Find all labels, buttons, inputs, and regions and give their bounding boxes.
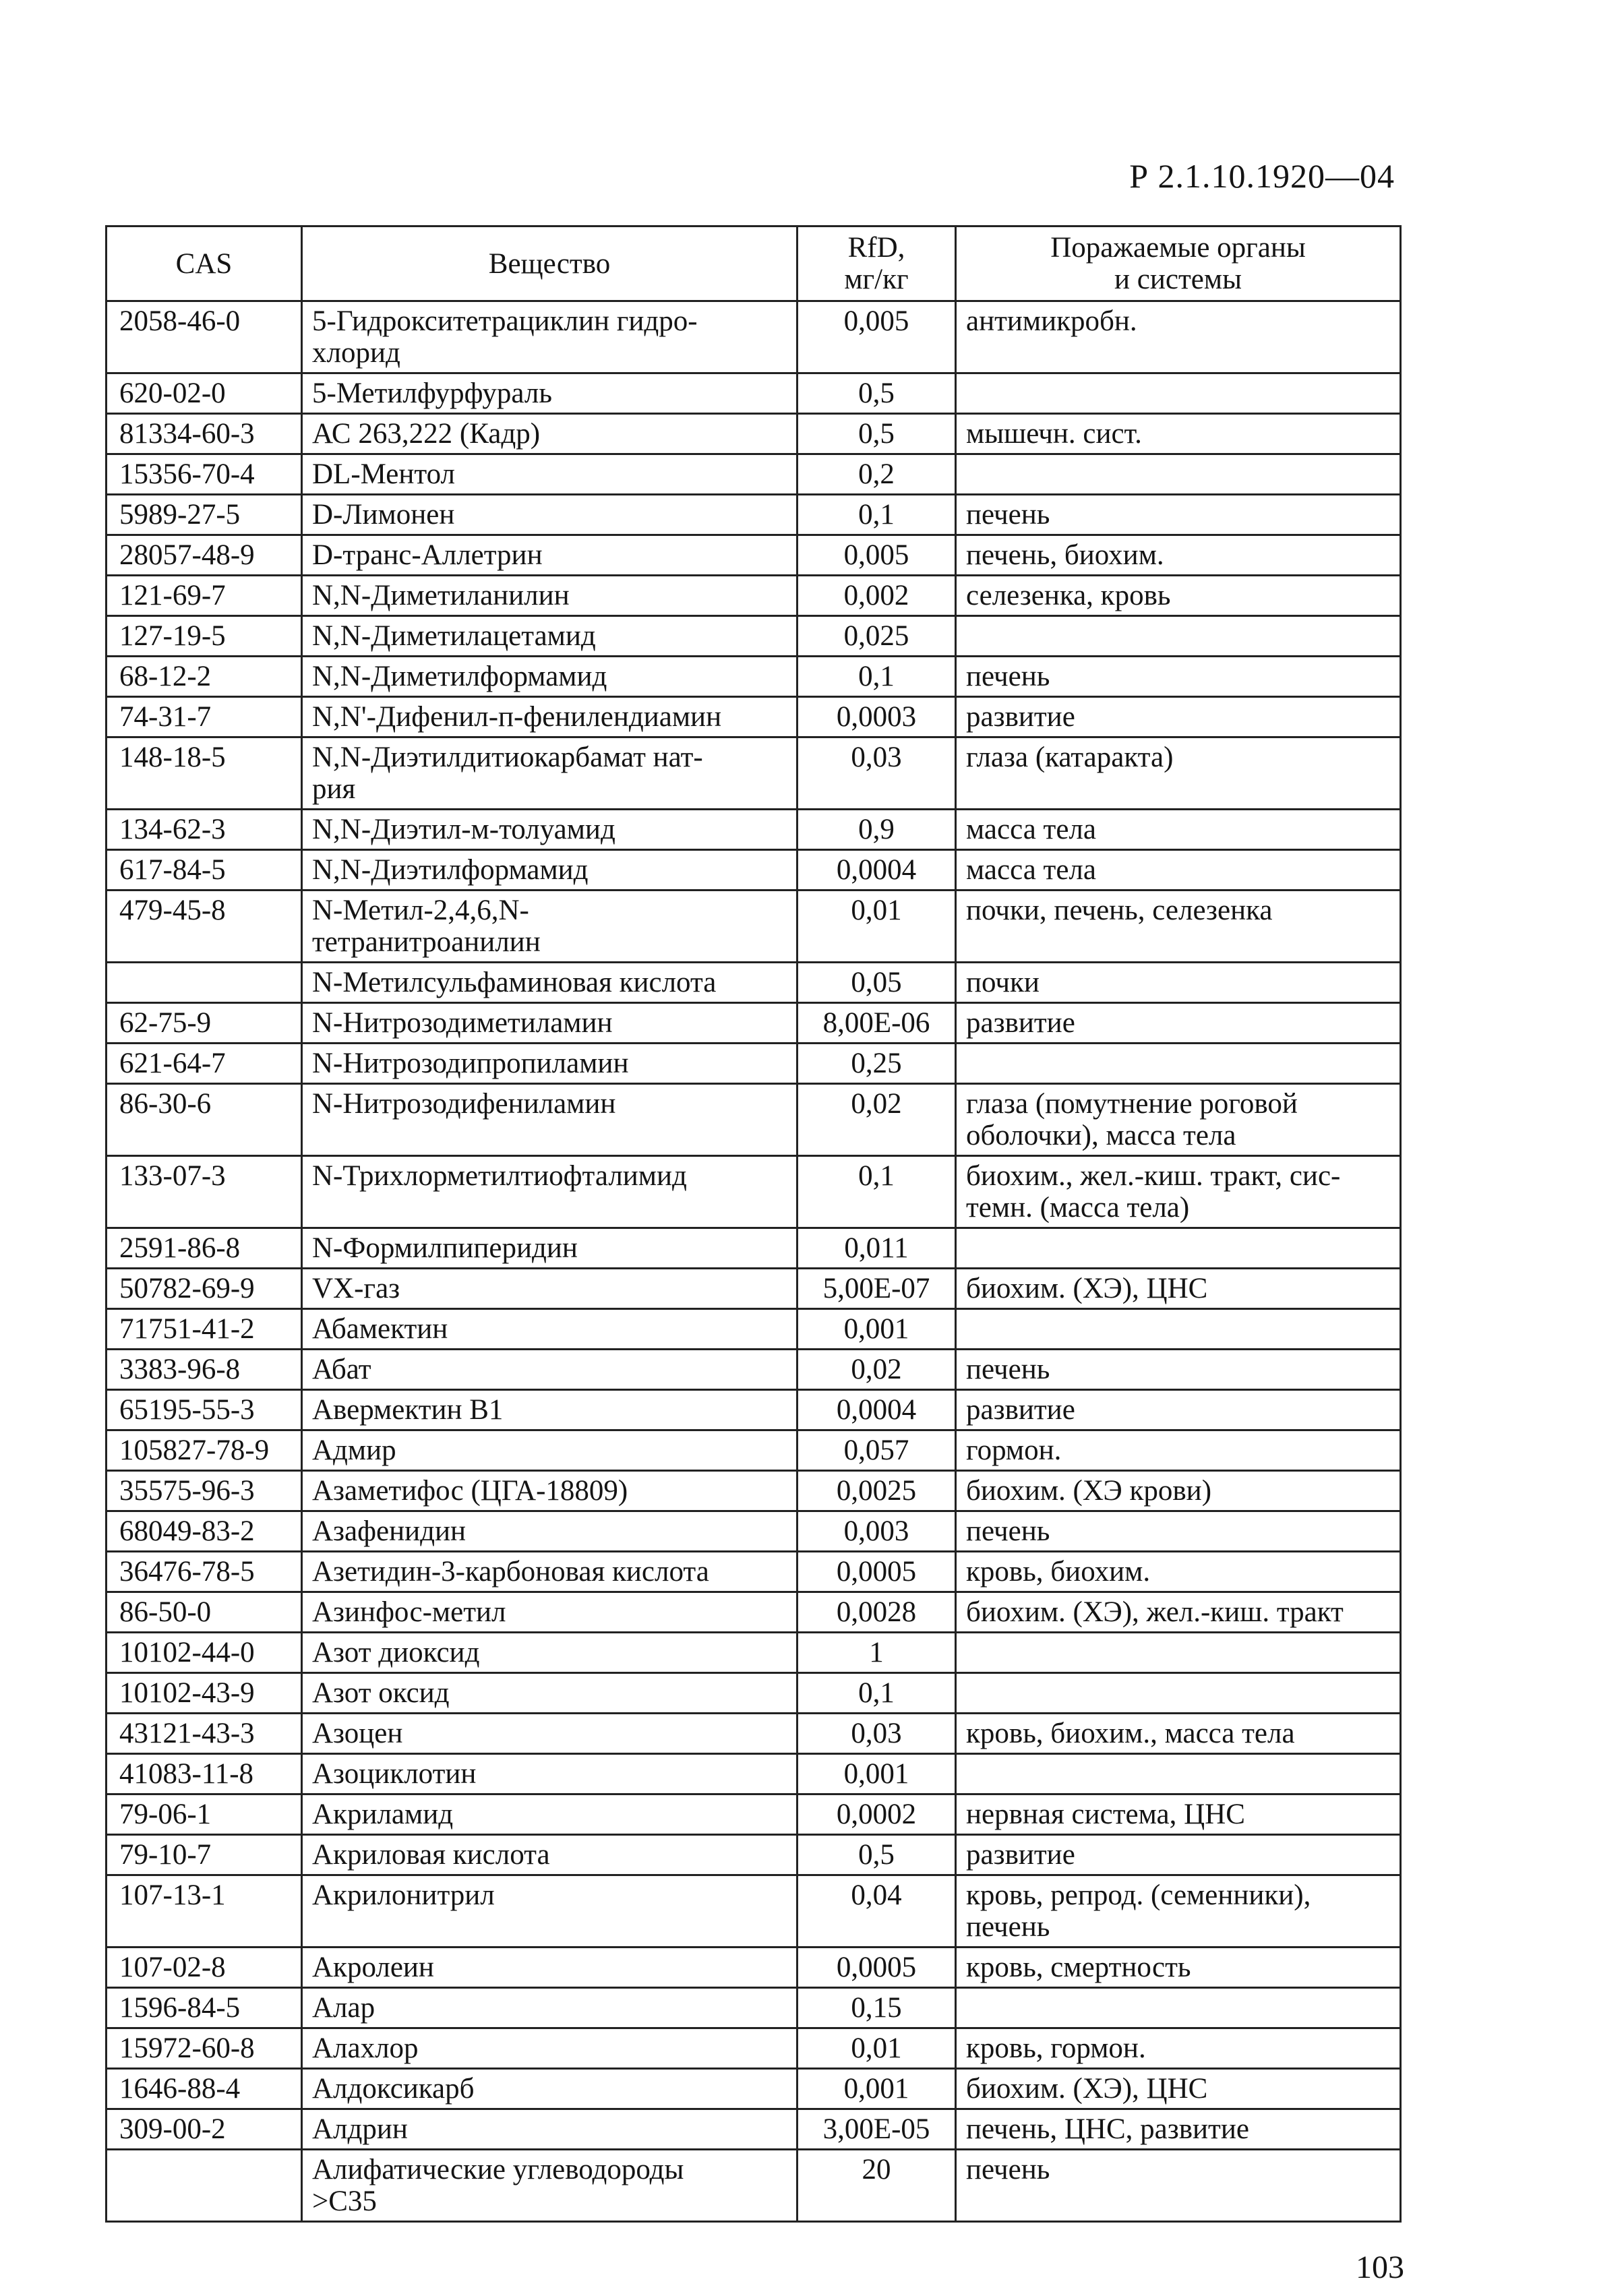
cell-rfd: 0,02 <box>798 1350 956 1390</box>
cell-cas: 121-69-7 <box>107 576 302 616</box>
cell-cas: 107-13-1 <box>107 1875 302 1948</box>
cell-substance: N,N'-Дифенил-п-фенилендиамин <box>302 697 798 737</box>
cell-substance: 5-Метилфурфураль <box>302 373 798 414</box>
cell-cas <box>107 963 302 1003</box>
cell-organs: печень <box>956 1350 1401 1390</box>
cell-organs: почки <box>956 963 1401 1003</box>
table-row <box>107 1228 1401 1269</box>
cell-rfd: 0,0003 <box>798 697 956 737</box>
cell-substance: DL-Ментол <box>302 454 798 495</box>
cell-substance: 5-Гидрокситетрациклин гидро- хлорид <box>302 301 798 373</box>
cell-substance: N-Формилпиперидин <box>302 1228 798 1269</box>
cell-substance: N-Метил-2,4,6,N- тетранитроанилин <box>302 891 798 963</box>
cell-substance: N,N-Диэтил-м-толуамид <box>302 810 798 850</box>
table-row <box>107 373 1401 414</box>
cell-rfd: 0,0028 <box>798 1592 956 1633</box>
cell-organs: глаза (катаракта) <box>956 737 1401 810</box>
cell-cas: 134-62-3 <box>107 810 302 850</box>
cell-organs <box>956 1228 1401 1269</box>
cell-organs: печень, биохим. <box>956 535 1401 576</box>
cell-rfd: 0,005 <box>798 535 956 576</box>
table-row <box>107 1794 1401 1835</box>
table-row <box>107 1156 1401 1228</box>
cell-rfd: 8,00E-06 <box>798 1003 956 1044</box>
cell-cas: 28057-48-9 <box>107 535 302 576</box>
cell-rfd: 0,05 <box>798 963 956 1003</box>
page-number: 103 <box>1356 2250 1404 2285</box>
cell-rfd: 0,2 <box>798 454 956 495</box>
table-row <box>107 891 1401 963</box>
cell-rfd: 0,025 <box>798 616 956 657</box>
table-row <box>107 454 1401 495</box>
cell-substance: Азоцен <box>302 1714 798 1754</box>
table-row <box>107 1754 1401 1794</box>
cell-organs: масса тела <box>956 810 1401 850</box>
cell-rfd: 0,0005 <box>798 1552 956 1592</box>
cell-rfd: 0,001 <box>798 1309 956 1350</box>
cell-cas: 105827-78-9 <box>107 1430 302 1471</box>
cell-substance: N,N-Диметилформамид <box>302 657 798 697</box>
cell-substance: Азоциклотин <box>302 1754 798 1794</box>
cell-organs: печень <box>956 2150 1401 2222</box>
rfd-table <box>105 225 1402 2223</box>
cell-organs <box>956 454 1401 495</box>
table-row <box>107 1552 1401 1592</box>
cell-rfd: 0,057 <box>798 1430 956 1471</box>
table-row <box>107 1714 1401 1754</box>
cell-substance: Адмир <box>302 1430 798 1471</box>
cell-cas: 2058-46-0 <box>107 301 302 373</box>
cell-organs: развитие <box>956 1835 1401 1875</box>
cell-substance: N-Нитрозодифениламин <box>302 1084 798 1156</box>
cell-organs: кровь, репрод. (семенники), печень <box>956 1875 1401 1948</box>
cell-organs: кровь, смертность <box>956 1948 1401 1988</box>
cell-rfd: 0,01 <box>798 2028 956 2069</box>
cell-cas: 41083-11-8 <box>107 1754 302 1794</box>
table-row <box>107 1044 1401 1084</box>
cell-cas: 479-45-8 <box>107 891 302 963</box>
cell-organs: биохим. (ХЭ), жел.-киш. тракт <box>956 1592 1401 1633</box>
cell-cas: 2591-86-8 <box>107 1228 302 1269</box>
cell-substance: Алифатические углеводороды >C35 <box>302 2150 798 2222</box>
table-row <box>107 1988 1401 2028</box>
cell-organs <box>956 1044 1401 1084</box>
cell-substance: Азаметифос (ЦГА-18809) <box>302 1471 798 1511</box>
table-row <box>107 1592 1401 1633</box>
cell-substance: АС 263,222 (Кадр) <box>302 414 798 454</box>
cell-substance: Азетидин-3-карбоновая кислота <box>302 1552 798 1592</box>
cell-substance: N-Трихлорметилтиофталимид <box>302 1156 798 1228</box>
cell-cas: 35575-96-3 <box>107 1471 302 1511</box>
cell-rfd: 0,5 <box>798 414 956 454</box>
cell-rfd: 0,01 <box>798 891 956 963</box>
cell-substance: N,N-Диметиланилин <box>302 576 798 616</box>
table-row <box>107 576 1401 616</box>
table-row <box>107 963 1401 1003</box>
table-row <box>107 1269 1401 1309</box>
table-row <box>107 495 1401 535</box>
table-row <box>107 1633 1401 1673</box>
cell-substance: N-Нитрозодипропиламин <box>302 1044 798 1084</box>
cell-organs: биохим. (ХЭ крови) <box>956 1471 1401 1511</box>
table-row <box>107 1511 1401 1552</box>
cell-cas: 5989-27-5 <box>107 495 302 535</box>
cell-organs <box>956 1633 1401 1673</box>
cell-cas: 617-84-5 <box>107 850 302 891</box>
cell-cas: 3383-96-8 <box>107 1350 302 1390</box>
cell-organs: биохим. (ХЭ), ЦНС <box>956 1269 1401 1309</box>
table-row <box>107 414 1401 454</box>
cell-substance: Азот оксид <box>302 1673 798 1714</box>
cell-substance: D-транс-Аллетрин <box>302 535 798 576</box>
cell-cas: 36476-78-5 <box>107 1552 302 1592</box>
cell-cas: 43121-43-3 <box>107 1714 302 1754</box>
cell-substance: Алдоксикарб <box>302 2069 798 2109</box>
cell-organs: почки, печень, селезенка <box>956 891 1401 963</box>
cell-cas: 86-30-6 <box>107 1084 302 1156</box>
cell-rfd: 0,5 <box>798 1835 956 1875</box>
cell-rfd: 0,0004 <box>798 1390 956 1430</box>
cell-cas: 127-19-5 <box>107 616 302 657</box>
table-row <box>107 657 1401 697</box>
table-row <box>107 1430 1401 1471</box>
table-row <box>107 1003 1401 1044</box>
cell-cas: 10102-44-0 <box>107 1633 302 1673</box>
cell-cas: 10102-43-9 <box>107 1673 302 1714</box>
cell-organs: печень <box>956 657 1401 697</box>
cell-organs: печень <box>956 1511 1401 1552</box>
cell-substance: Абамектин <box>302 1309 798 1350</box>
table-row <box>107 2109 1401 2150</box>
cell-rfd: 0,1 <box>798 1156 956 1228</box>
table-row <box>107 1390 1401 1430</box>
table-row <box>107 697 1401 737</box>
cell-cas: 86-50-0 <box>107 1592 302 1633</box>
cell-cas: 79-06-1 <box>107 1794 302 1835</box>
cell-substance: Азафенидин <box>302 1511 798 1552</box>
cell-rfd: 0,005 <box>798 301 956 373</box>
cell-rfd: 0,5 <box>798 373 956 414</box>
table-row <box>107 810 1401 850</box>
table-row <box>107 1309 1401 1350</box>
cell-cas: 1596-84-5 <box>107 1988 302 2028</box>
cell-cas: 107-02-8 <box>107 1948 302 1988</box>
cell-rfd: 1 <box>798 1633 956 1673</box>
cell-substance: Азот диоксид <box>302 1633 798 1673</box>
cell-substance: N-Нитрозодиметиламин <box>302 1003 798 1044</box>
cell-cas: 50782-69-9 <box>107 1269 302 1309</box>
cell-cas: 71751-41-2 <box>107 1309 302 1350</box>
table-row <box>107 616 1401 657</box>
cell-organs <box>956 1988 1401 2028</box>
table-row <box>107 1875 1401 1948</box>
table-row <box>107 1084 1401 1156</box>
cell-rfd: 0,0002 <box>798 1794 956 1835</box>
cell-rfd: 20 <box>798 2150 956 2222</box>
table-row <box>107 1471 1401 1511</box>
table-row <box>107 2069 1401 2109</box>
cell-rfd: 0,04 <box>798 1875 956 1948</box>
cell-organs: печень, ЦНС, развитие <box>956 2109 1401 2150</box>
cell-rfd: 0,002 <box>798 576 956 616</box>
cell-substance: Азинфос-метил <box>302 1592 798 1633</box>
cell-organs <box>956 373 1401 414</box>
cell-substance: Алар <box>302 1988 798 2028</box>
cell-organs: биохим. (ХЭ), ЦНС <box>956 2069 1401 2109</box>
cell-substance: Акрилонитрил <box>302 1875 798 1948</box>
cell-rfd: 0,25 <box>798 1044 956 1084</box>
cell-organs: антимикробн. <box>956 301 1401 373</box>
cell-cas: 309-00-2 <box>107 2109 302 2150</box>
cell-cas: 68-12-2 <box>107 657 302 697</box>
header-rfd: RfD, мг/кг <box>798 227 956 301</box>
cell-organs <box>956 1754 1401 1794</box>
cell-cas: 133-07-3 <box>107 1156 302 1228</box>
cell-organs: мышечн. сист. <box>956 414 1401 454</box>
cell-substance: Акриламид <box>302 1794 798 1835</box>
cell-substance: VX-газ <box>302 1269 798 1309</box>
cell-rfd: 0,003 <box>798 1511 956 1552</box>
cell-cas: 1646-88-4 <box>107 2069 302 2109</box>
cell-substance: N,N-Диэтилформамид <box>302 850 798 891</box>
cell-rfd: 0,03 <box>798 737 956 810</box>
cell-organs: развитие <box>956 1003 1401 1044</box>
cell-cas: 68049-83-2 <box>107 1511 302 1552</box>
cell-organs: кровь, биохим. <box>956 1552 1401 1592</box>
cell-rfd: 0,03 <box>798 1714 956 1754</box>
cell-cas: 65195-55-3 <box>107 1390 302 1430</box>
cell-rfd: 0,1 <box>798 495 956 535</box>
cell-organs <box>956 1673 1401 1714</box>
cell-rfd: 3,00E-05 <box>798 2109 956 2150</box>
cell-substance: Авермектин B1 <box>302 1390 798 1430</box>
table-row <box>107 737 1401 810</box>
cell-rfd: 5,00E-07 <box>798 1269 956 1309</box>
table-row <box>107 1350 1401 1390</box>
cell-substance: Абат <box>302 1350 798 1390</box>
cell-rfd: 0,0025 <box>798 1471 956 1511</box>
cell-organs: масса тела <box>956 850 1401 891</box>
cell-cas: 79-10-7 <box>107 1835 302 1875</box>
header-organs: Поражаемые органы и системы <box>956 227 1401 301</box>
cell-substance: N,N-Диэтилдитиокарбамат нат- рия <box>302 737 798 810</box>
cell-substance: Алдрин <box>302 2109 798 2150</box>
cell-substance: D-Лимонен <box>302 495 798 535</box>
cell-organs: кровь, гормон. <box>956 2028 1401 2069</box>
table-row <box>107 301 1401 373</box>
cell-rfd: 0,001 <box>798 1754 956 1794</box>
cell-rfd: 0,9 <box>798 810 956 850</box>
document-code: Р 2.1.10.1920—04 <box>1129 157 1395 195</box>
cell-organs: биохим., жел.-киш. тракт, сис- темн. (масса тела) <box>956 1156 1401 1228</box>
cell-cas: 81334-60-3 <box>107 414 302 454</box>
cell-cas: 74-31-7 <box>107 697 302 737</box>
cell-substance: N-Метилсульфаминовая кислота <box>302 963 798 1003</box>
cell-substance: Акриловая кислота <box>302 1835 798 1875</box>
cell-cas: 15356-70-4 <box>107 454 302 495</box>
cell-organs: развитие <box>956 1390 1401 1430</box>
cell-organs: кровь, биохим., масса тела <box>956 1714 1401 1754</box>
cell-cas <box>107 2150 302 2222</box>
table-row <box>107 1673 1401 1714</box>
cell-rfd: 0,02 <box>798 1084 956 1156</box>
cell-substance: N,N-Диметилацетамид <box>302 616 798 657</box>
cell-substance: Акролеин <box>302 1948 798 1988</box>
cell-rfd: 0,011 <box>798 1228 956 1269</box>
table-body <box>107 301 1401 2222</box>
cell-cas: 148-18-5 <box>107 737 302 810</box>
cell-organs: печень <box>956 495 1401 535</box>
cell-rfd: 0,1 <box>798 657 956 697</box>
cell-substance: Алахлор <box>302 2028 798 2069</box>
cell-rfd: 0,0004 <box>798 850 956 891</box>
cell-rfd: 0,001 <box>798 2069 956 2109</box>
header-cas: CAS <box>107 227 302 301</box>
cell-cas: 62-75-9 <box>107 1003 302 1044</box>
header-substance: Вещество <box>302 227 798 301</box>
cell-cas: 621-64-7 <box>107 1044 302 1084</box>
table-row <box>107 850 1401 891</box>
cell-organs: нервная система, ЦНС <box>956 1794 1401 1835</box>
cell-organs: развитие <box>956 697 1401 737</box>
cell-organs: селезенка, кровь <box>956 576 1401 616</box>
table-header-row <box>107 227 1401 301</box>
cell-organs: глаза (помутнение роговой оболочки), масса тела <box>956 1084 1401 1156</box>
cell-organs: гормон. <box>956 1430 1401 1471</box>
cell-cas: 620-02-0 <box>107 373 302 414</box>
cell-organs <box>956 1309 1401 1350</box>
table-row <box>107 2028 1401 2069</box>
table-row <box>107 1948 1401 1988</box>
cell-rfd: 0,15 <box>798 1988 956 2028</box>
cell-cas: 15972-60-8 <box>107 2028 302 2069</box>
table-row <box>107 1835 1401 1875</box>
table-row <box>107 535 1401 576</box>
cell-rfd: 0,0005 <box>798 1948 956 1988</box>
table-row <box>107 2150 1401 2222</box>
cell-organs <box>956 616 1401 657</box>
cell-rfd: 0,1 <box>798 1673 956 1714</box>
